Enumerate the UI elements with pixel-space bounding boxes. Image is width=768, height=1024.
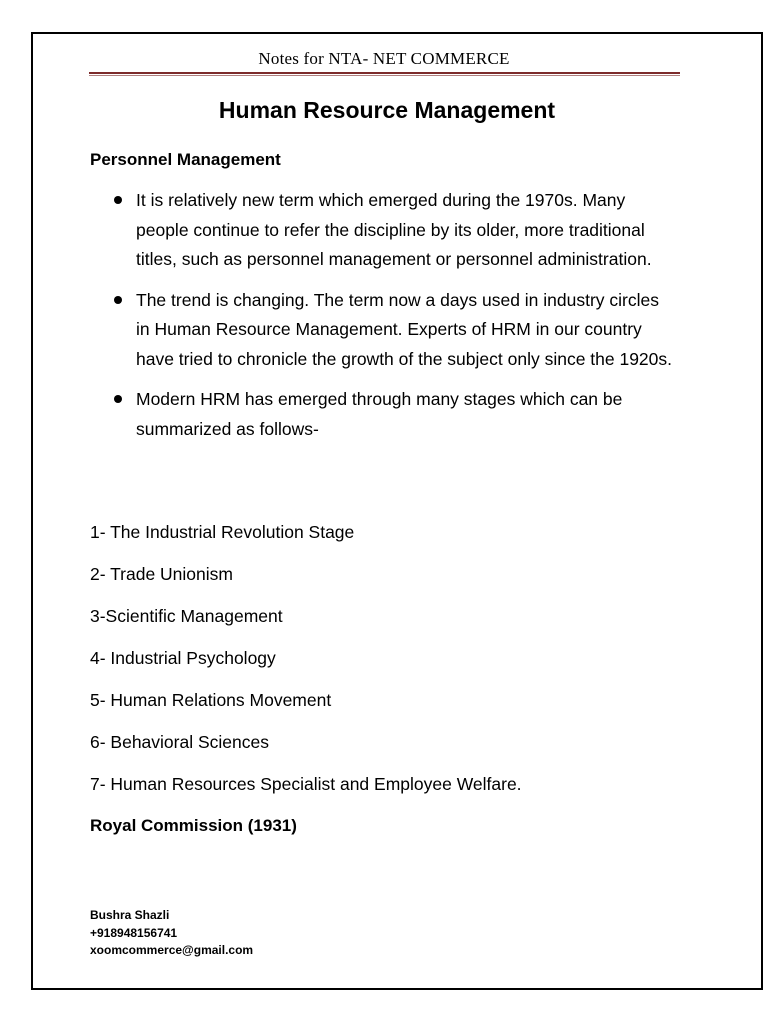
bullet-item (110, 186, 675, 275)
bullet-list (110, 186, 675, 455)
stage-item: 7- Human Resources Specialist and Employee Welfare. (90, 774, 522, 794)
section-heading-personnel-management: Personnel Management (90, 150, 281, 169)
stage-item: 6- Behavioral Sciences (90, 732, 269, 752)
bullet-item (110, 385, 675, 444)
bullet-item (110, 286, 675, 375)
footer-name: Bushra Shazli (90, 908, 170, 922)
page-border (31, 32, 763, 990)
bullet-text: It is relatively new term which emerged during the 1970s. Many people continue to refer the discipline by its older, more traditional titles, such as personnel management or personnel administration. (136, 190, 652, 269)
header-rule (89, 72, 680, 74)
stage-item: 1- The Industrial Revolution Stage (90, 522, 355, 542)
header-rule-thin (89, 75, 680, 76)
bullet-text: Modern HRM has emerged through many stages which can be summarized as follows- (136, 389, 623, 439)
stage-item: 3-Scientific Management (90, 606, 283, 626)
section-heading-royal-commission: Royal Commission (1931) (90, 816, 297, 835)
footer-phone: +918948156741 (90, 925, 178, 940)
footer-email: xoomcommerce@gmail.com (90, 943, 254, 957)
stage-item: 4- Industrial Psychology (90, 648, 276, 668)
bullet-text: The trend is changing. The term now a days used in industry circles in Human Resource Management. Experts of HRM in our country have tried to chronicle the growth of the subject only since the 1920s. (136, 289, 673, 369)
header-title: Notes for NTA- NET COMMERCE (258, 49, 510, 68)
bullet-dot-icon (114, 395, 122, 403)
bullet-dot-icon (114, 296, 122, 304)
stage-list (90, 520, 522, 814)
bullet-dot-icon (114, 196, 122, 204)
stage-item: 2- Trade Unionism (90, 564, 233, 584)
stage-item: 5- Human Relations Movement (90, 690, 332, 710)
document-title: Human Resource Management (218, 97, 556, 123)
footer-contact (90, 907, 253, 960)
